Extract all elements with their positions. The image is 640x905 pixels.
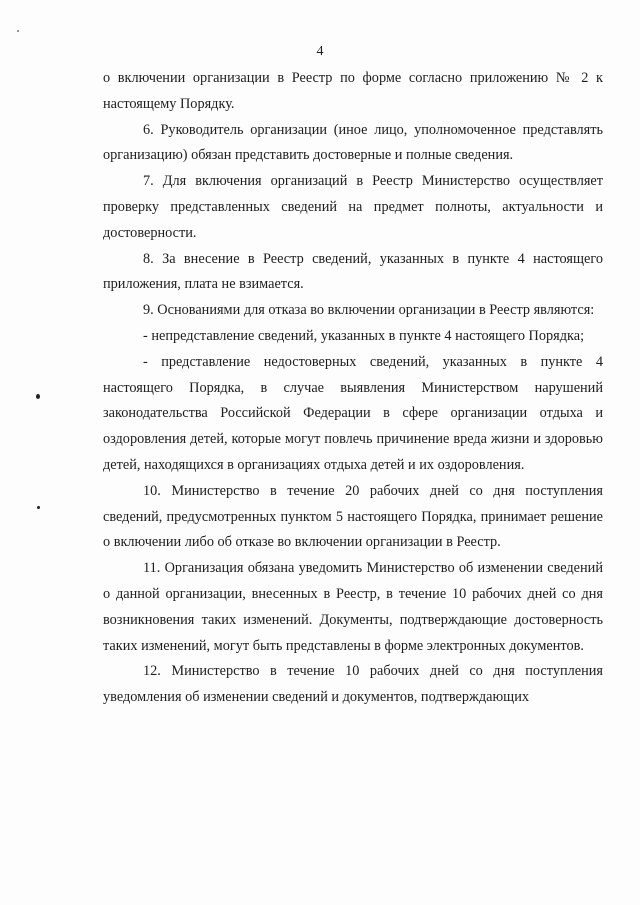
paragraph-item-11: 11. Организация обязана уведомить Министерство об изменении сведений о данной организации, внесенных в Реестр, в течение 10 рабочих дней со дня возникновения таких изменений. Документы, подтверждающие достоверность таких изменений, могут быть представлены в форме электронных документов. <box>103 560 603 654</box>
paragraph-item-10: 10. Министерство в течение 20 рабочих дней со дня поступления сведений, предусмотренных пунктом 5 настоящего Порядка, принимает решение о включении либо об отказе во включении организации в Реестр. <box>103 482 603 551</box>
scan-speck <box>37 506 40 509</box>
paragraph-item-6: 6. Руководитель организации (иное лицо, уполномоченное представлять организацию) обязан представить достоверные и полные сведения. <box>103 121 603 164</box>
document-body <box>103 66 603 711</box>
paragraph-continuation: о включении организации в Реестр по форме согласно приложению № 2 к настоящему Порядку. <box>103 70 603 112</box>
paragraph-item-12: 12. Министерство в течение 10 рабочих дней со дня поступления уведомления об изменении сведений и документов, подтверждающих <box>103 663 603 706</box>
list-item-non-submission: - непредставление сведений, указанных в пункте 4 настоящего Порядка; <box>143 327 585 344</box>
paragraph-item-8: 8. За внесение в Реестр сведений, указанных в пункте 4 настоящего приложения, плата не взимается. <box>103 250 603 293</box>
scan-speck <box>17 30 19 32</box>
list-item-false-information: - представление недостоверных сведений, указанных в пункте 4 настоящего Порядка, в случае выявления Министерством нарушений законодательства Российской Федерации в сфере организации отдыха и оздоровления детей, которые могут повлечь причинение вреда жизни и здоровью детей, находящихся в организациях отдыха детей и их оздоровления. <box>103 353 603 473</box>
scan-speck <box>36 394 40 399</box>
paragraph-item-9: 9. Основаниями для отказа во включении организации в Реестр являются: <box>143 302 595 319</box>
paragraph-item-7: 7. Для включения организаций в Реестр Министерство осуществляет проверку представленных сведений на предмет полноты, актуальности и достоверности. <box>103 173 603 241</box>
page-number: 4 <box>316 44 324 59</box>
